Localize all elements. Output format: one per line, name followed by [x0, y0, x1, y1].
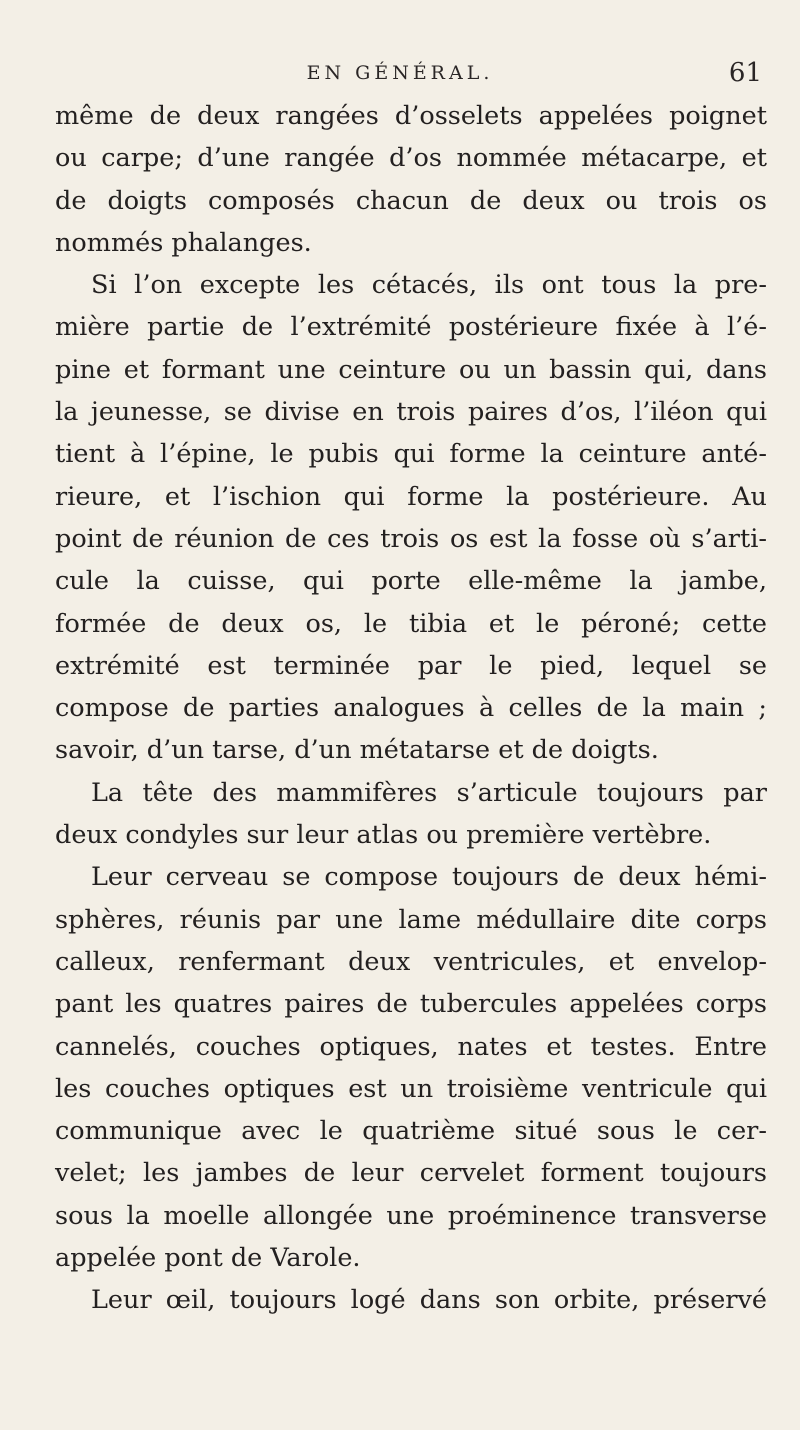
text-line: savoir, d’un tarse, d’un métatarse et de doigts.	[55, 735, 659, 766]
text-line: ou carpe; d’une rangée d’os nommée métacarpe, et	[55, 143, 767, 174]
text-line: même de deux rangées d’osselets appelées poignet	[55, 101, 767, 131]
text-line: communique avec le quatrième situé sous le cer-	[55, 1116, 767, 1147]
text-line: la jeunesse, se divise en trois paires d’os, l’iléon qui	[55, 397, 767, 428]
text-line: les couches optiques est un troisième ventricule qui	[55, 1073, 767, 1104]
text-line: La tête des mammifères s’articule toujours par	[91, 777, 767, 808]
text-line: sous la moelle allongée une proéminence transverse	[55, 1200, 767, 1231]
text-line: pant les quatres paires de tubercules appelées corps	[55, 989, 767, 1020]
text-line: deux condyles sur leur atlas ou première vertèbre.	[55, 820, 712, 851]
text-line: extrémité est terminée par le pied, lequel se	[55, 650, 767, 681]
text-line: velet; les jambes de leur cervelet forment toujours	[55, 1158, 767, 1189]
text-line: mière partie de l’extrémité postérieure fixée à l’é-	[55, 312, 767, 343]
text-line: tient à l’épine, le pubis qui forme la ceinture anté-	[55, 439, 767, 470]
text-line: calleux, renfermant deux ventricules, et envelop-	[55, 946, 767, 977]
text-line: Leur cerveau se compose toujours de deux hémi-	[91, 862, 767, 893]
text-line: pine et formant une ceinture ou un bassin qui, dans	[55, 354, 767, 385]
text-line: sphères, réunis par une lame médullaire dite corps	[55, 904, 767, 935]
text-line: de doigts composés chacun de deux ou trois os	[55, 185, 767, 216]
running-head: EN GÉNÉRAL.	[306, 62, 494, 84]
page-header	[0, 58, 800, 94]
text-line: rieure, et l’ischion qui forme la postérieure. Au	[55, 481, 767, 512]
text-line: appelée pont de Varole.	[55, 1243, 361, 1274]
text-line: Si l’on excepte les cétacés, ils ont tous la pre-	[91, 270, 767, 301]
text-line: nommés phalanges.	[55, 227, 312, 258]
text-line: cule la cuisse, qui porte elle-même la jambe,	[55, 566, 767, 597]
text-line: point de réunion de ces trois os est la fosse où s’arti-	[55, 523, 767, 554]
text-line: formée de deux os, le tibia et le péroné; cette	[55, 608, 767, 639]
text-line: compose de parties analogues à celles de la main ;	[55, 693, 767, 724]
text-line: Leur œil, toujours logé dans son orbite, préservé	[91, 1285, 767, 1316]
text-line: cannelés, couches optiques, nates et testes. Entre	[55, 1031, 767, 1062]
page-number: 61	[728, 58, 762, 88]
body-text	[55, 95, 767, 1322]
